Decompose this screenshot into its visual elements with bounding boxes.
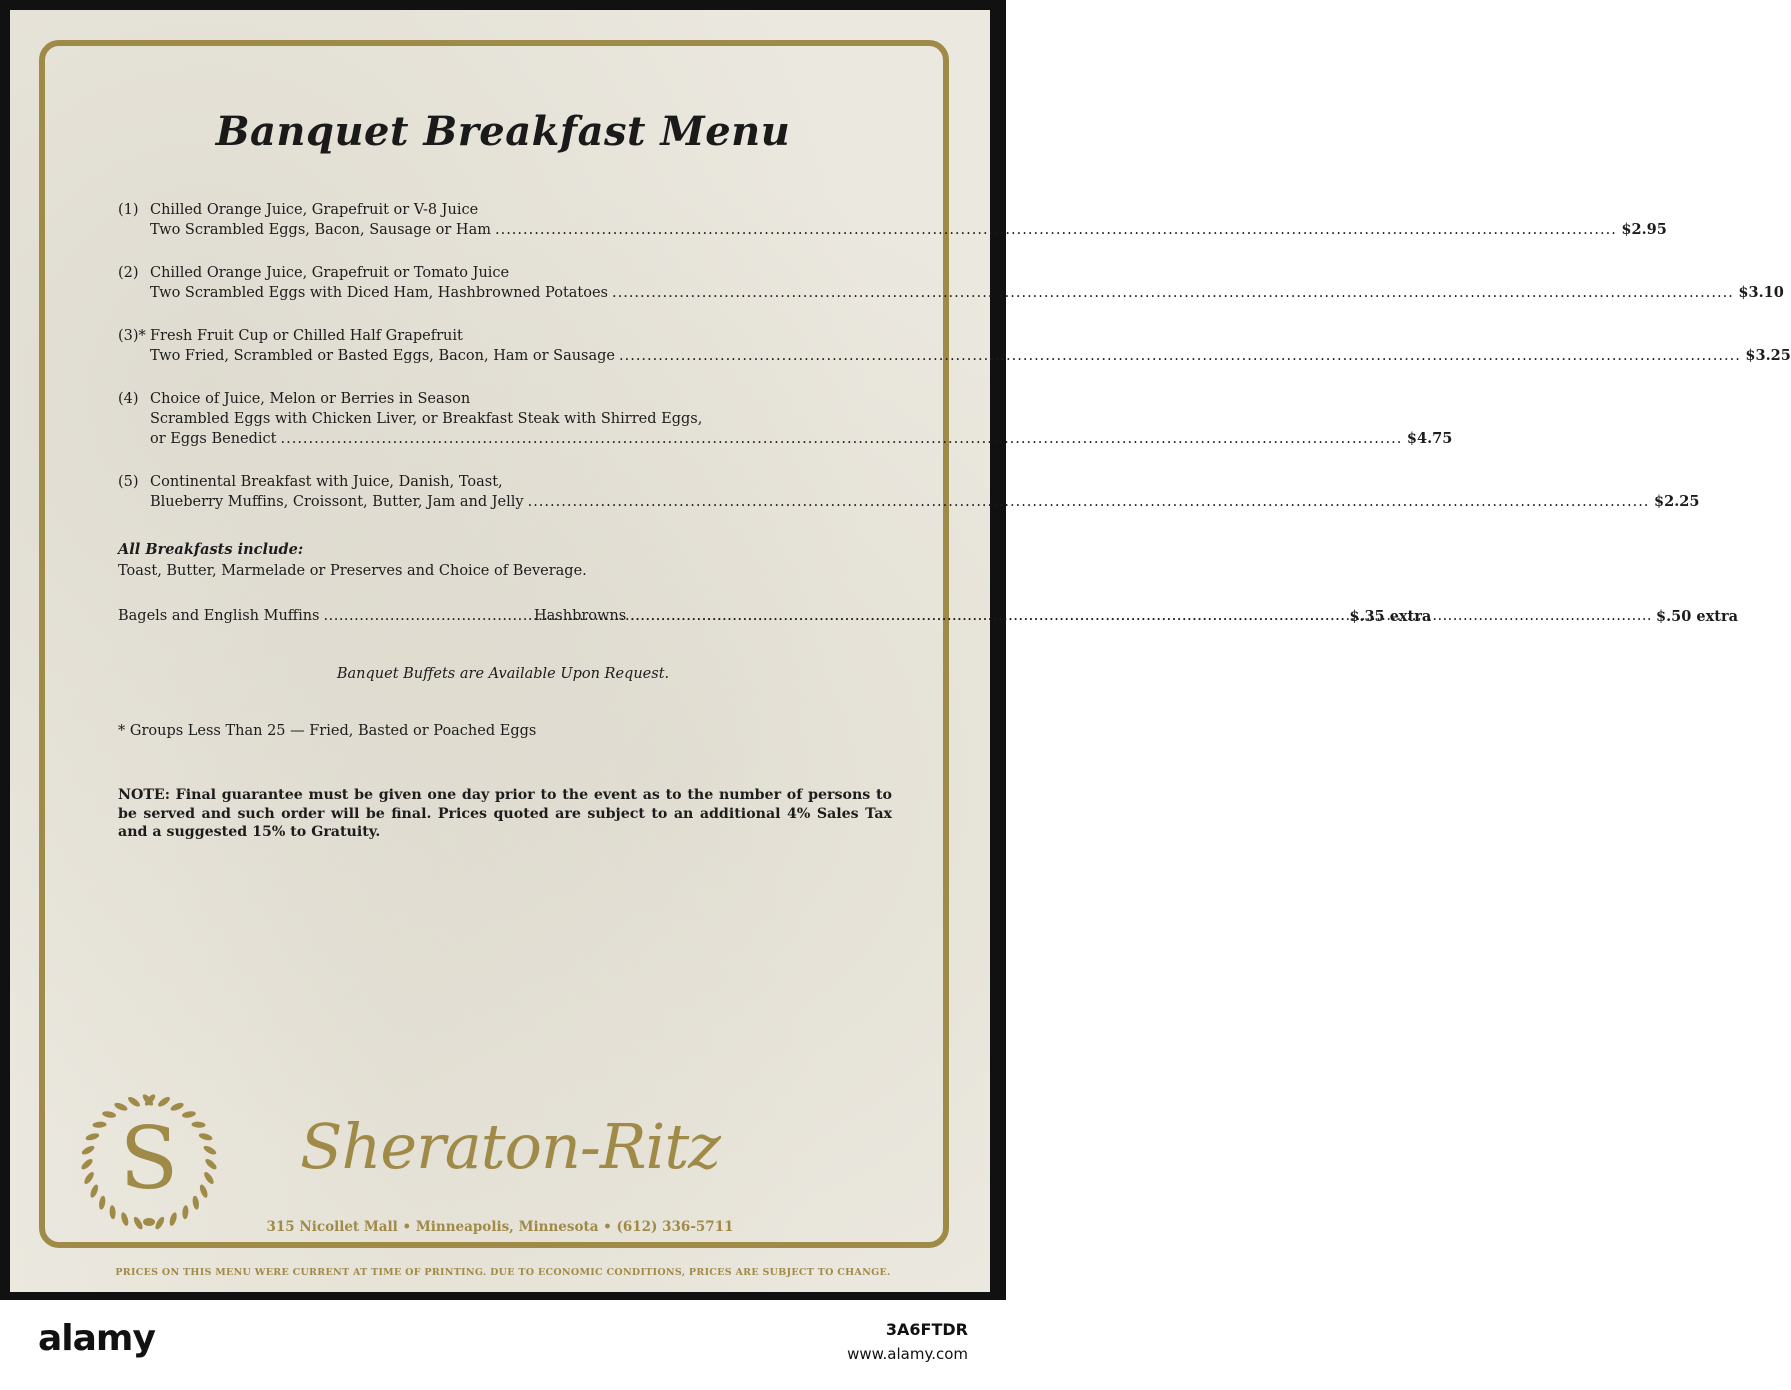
guarantee-note: NOTE: Final guarantee must be given one day prior to the event as to the number of persons to be served and such order will be final. Prices quoted are subject to an additional 4% Sales Tax and a suggested 15% to Gratuity. [118, 787, 892, 840]
item-number: (4) [118, 391, 139, 407]
item-number: (5) [118, 474, 139, 490]
extra-label: Hashbrowns [534, 608, 627, 624]
item-line-2: Two Scrambled Eggs with Diced Ham, Hashbrowned Potatoes [150, 285, 608, 301]
laurel-leaf-icon [109, 1205, 116, 1219]
laurel-leaf-icon [202, 1144, 217, 1156]
leader-dots [619, 346, 1741, 366]
item-price: $2.25 [1654, 493, 1700, 510]
laurel-leaf-icon [182, 1205, 189, 1219]
item-number: (1) [118, 202, 139, 218]
menu-items-list [118, 200, 1791, 535]
groups-note: * Groups Less Than 25 — Fried, Basted or Poached Eggs [118, 723, 537, 739]
laurel-leaf-icon [198, 1183, 209, 1198]
laurel-leaf-icon [81, 1144, 96, 1156]
laurel-leaf-icon [83, 1171, 96, 1186]
item-line-1: Choice of Juice, Melon or Berries in Season [150, 391, 471, 407]
stock-url: www.alamy.com [847, 1345, 968, 1363]
laurel-leaf-icon [127, 1095, 142, 1108]
buffets-note: Banquet Buffets are Available Upon Request. [336, 666, 670, 682]
laurel-leaf-icon [92, 1121, 106, 1128]
item-number: (2) [118, 265, 139, 281]
item-line-2: Scrambled Eggs with Chicken Liver, or Breakfast Steak with Shirred Eggs, [150, 411, 703, 427]
stock-watermark-logo: alamy [38, 1318, 155, 1359]
includes-heading: All Breakfasts include: [118, 541, 304, 558]
extra-price: $.35 extra [1349, 608, 1432, 625]
laurel-leaf-icon [204, 1157, 218, 1171]
menu-item-2 [118, 263, 1784, 303]
menu-title: Banquet Breakfast Menu [215, 108, 791, 155]
menu-item-3 [118, 326, 1791, 366]
laurel-leaf-icon [102, 1110, 117, 1118]
item-line-1: Chilled Orange Juice, Grapefruit or V-8 Juice [150, 202, 479, 218]
includes-text: Toast, Butter, Marmelade or Preserves and Choice of Beverage. [118, 563, 587, 579]
sheraton-laurel-logo [74, 1090, 224, 1240]
laurel-leaf-icon [120, 1212, 130, 1227]
laurel-wreath-icon [143, 1218, 155, 1226]
laurel-leaf-icon [154, 1216, 166, 1231]
image-id: 3A6FTDR [885, 1320, 968, 1339]
leader-dots [528, 492, 1650, 512]
item-price: $3.10 [1738, 284, 1784, 301]
laurel-leaf-icon [85, 1132, 100, 1142]
laurel-leaf-icon [168, 1212, 178, 1227]
laurel-leaf-icon [198, 1132, 213, 1142]
laurel-leaf-icon [89, 1183, 100, 1198]
item-line-3: or Eggs Benedict [150, 431, 277, 447]
stock-watermark-info [847, 1320, 968, 1363]
brand-name: Sheraton-Ritz [300, 1110, 720, 1183]
logo-letter: S [119, 1109, 179, 1209]
laurel-leaf-icon [181, 1110, 196, 1118]
menu-item-1 [118, 200, 1667, 240]
item-price: $2.95 [1621, 221, 1667, 238]
leader-dots [612, 283, 1734, 303]
item-line-1: Chilled Orange Juice, Grapefruit or Tomato Juice [150, 265, 510, 281]
leader-dots [495, 220, 1617, 240]
item-number: (3)* [118, 328, 146, 344]
laurel-leaf-icon [132, 1216, 144, 1231]
laurel-leaf-icon [191, 1121, 205, 1128]
extra-price: $.50 extra [1656, 608, 1739, 625]
item-price: $3.25 [1745, 347, 1791, 364]
item-line-2: Blueberry Muffins, Croissont, Butter, Jam and Jelly [150, 494, 524, 510]
item-price: $4.75 [1406, 430, 1453, 447]
price-disclaimer: PRICES ON THIS MENU WERE CURRENT AT TIME OF PRINTING. DUE TO ECONOMIC CONDITIONS, PRICES ARE SUBJECT TO CHANGE. [115, 1267, 891, 1278]
laurel-leaf-icon [157, 1095, 172, 1108]
laurel-leaf-icon [192, 1195, 200, 1210]
menu-item-4 [118, 389, 1453, 449]
hotel-address: 315 Nicollet Mall • Minneapolis, Minnesota • (612) 336-5711 [266, 1219, 734, 1235]
item-line-2: Two Scrambled Eggs, Bacon, Sausage or Ham [150, 222, 491, 238]
item-line-1: Fresh Fruit Cup or Chilled Half Grapefruit [150, 328, 463, 344]
extras-row [118, 608, 1739, 625]
item-line-1: Continental Breakfast with Juice, Danish, Toast, [150, 474, 503, 490]
extra-hashbrowns [534, 608, 1738, 625]
laurel-leaf-icon [80, 1157, 94, 1171]
laurel-leaf-icon [202, 1171, 215, 1186]
item-line-2: Two Fried, Scrambled or Basted Eggs, Bacon, Ham or Sausage [150, 348, 615, 364]
leader-dots [630, 608, 1652, 625]
extra-label: Bagels and English Muffins [118, 608, 320, 624]
leader-dots [281, 429, 1403, 449]
menu-item-5 [118, 472, 1700, 512]
laurel-leaf-icon [98, 1195, 106, 1210]
